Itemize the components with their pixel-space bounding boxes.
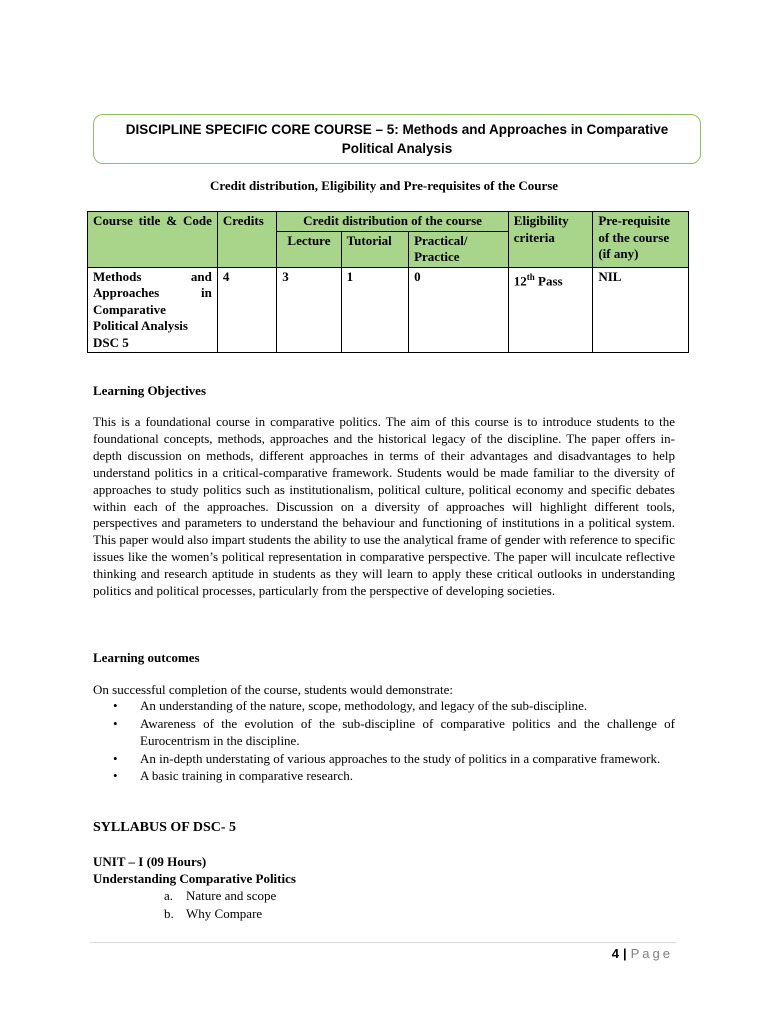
header-lecture: Lecture — [277, 231, 341, 267]
topic-letter: b. — [164, 905, 174, 921]
course-title-l3: Comparative — [93, 301, 166, 317]
topic-letter: a. — [164, 888, 174, 903]
header-credit-distribution: Credit distribution of the course — [277, 212, 509, 232]
header-prerequisite: Pre-requisite of the course (if any) — [593, 212, 689, 268]
table-header-row — [88, 212, 689, 232]
header-credits: Credits — [217, 212, 276, 268]
outcome-text: An in-depth understating of various approaches to the study of politics in a comparative framework. — [140, 750, 661, 766]
eligibility-superscript: th — [526, 271, 535, 282]
learning-outcomes-heading: Learning outcomes — [93, 650, 200, 665]
credit-distribution-subtitle: Credit distribution, Eligibility and Pre-requisites of the Course — [209, 178, 559, 193]
credit-distribution-table — [87, 211, 689, 353]
learning-objectives-heading: Learning Objectives — [93, 383, 207, 398]
unit-heading — [93, 853, 296, 887]
bullet-icon: • — [113, 698, 118, 713]
header-eligibility: Eligibility criteria — [508, 212, 593, 268]
cell-course-title — [88, 267, 218, 353]
list-item — [93, 697, 675, 715]
list-item — [93, 767, 675, 785]
course-title-l2: Approaches in — [93, 285, 212, 300]
bullet-icon: • — [113, 768, 118, 783]
learning-outcomes-intro: On successful completion of the course, students would demonstrate: — [93, 682, 453, 697]
learning-outcomes-list — [93, 697, 675, 785]
unit-title: UNIT – I (09 Hours) — [93, 854, 207, 869]
bullet-icon: • — [113, 715, 118, 731]
header-practical: Practical/ Practice — [409, 231, 509, 267]
course-code: DSC 5 — [93, 334, 129, 350]
outcome-text: An understanding of the nature, scope, methodology, and legacy of the sub-discipline. — [140, 698, 588, 713]
eligibility-number: 12 — [513, 272, 527, 288]
course-title-box — [93, 114, 701, 164]
header-course-title: Course title & Code — [88, 212, 218, 268]
header-tutorial: Tutorial — [341, 231, 408, 267]
unit-subtitle: Understanding Comparative Politics — [93, 871, 296, 886]
outcome-text: Awareness of the evolution of the sub-discipline of comparative politics and the challenge of Eurocentrism in the discipline. — [140, 715, 675, 748]
cell-practical: 0 — [409, 267, 509, 353]
list-item — [93, 715, 675, 750]
list-item — [93, 750, 675, 768]
list-item — [164, 887, 276, 905]
course-title-l1: Methods and — [93, 268, 212, 284]
course-title-line2: Political Analysis — [341, 141, 453, 156]
page-footer — [612, 946, 673, 961]
cell-tutorial: 1 — [341, 267, 408, 353]
cell-eligibility — [508, 267, 593, 353]
outcome-text: A basic training in comparative research. — [140, 768, 353, 783]
course-title-line1: DISCIPLINE SPECIFIC CORE COURSE – 5: Methods and Approaches in Comparative — [125, 122, 669, 137]
cell-prerequisite: NIL — [593, 267, 689, 353]
course-title-l4: Political Analysis — [93, 318, 188, 333]
page-number: 4 — [611, 946, 619, 961]
bullet-icon: • — [113, 750, 118, 766]
learning-objectives-paragraph: This is a foundational course in comparative politics. The aim of this course is to introduce students to the foundational concepts, methods, approaches and the historical legacy of the discipline. The paper offers in-depth discussion on methods, different approaches in terms of their advantages and disadvantages to help understand politics in a critical-comparative framework. Students would be made familiar to the diversity of approaches to study politics such as institutionalism, political culture, political economy and specific debates within each of the approaches. Discussion on a diversity of approaches will highlight different tools, perspectives and parameters to understand the behaviour and functioning of institutions in a political system. This paper would also impart students the ability to use the analytical frame of gender with reference to specific issues like the women’s political representation in comparative perspective. The paper will inculcate reflective thinking and research aptitude in students as they will learn to apply these critical outlooks in understanding politics and political processes, particularly from the perspective of developing societies. — [93, 414, 675, 599]
footer-divider — [90, 942, 676, 943]
unit-topic-list — [164, 887, 276, 922]
eligibility-text: Pass — [534, 272, 563, 288]
cell-lecture: 3 — [277, 267, 341, 353]
page-label: Page — [630, 946, 673, 961]
cell-credits: 4 — [217, 267, 276, 353]
list-item — [164, 905, 276, 923]
footer-separator: | — [622, 946, 627, 961]
table-row — [88, 267, 689, 353]
topic-text: Nature and scope — [186, 888, 277, 903]
syllabus-heading: SYLLABUS OF DSC- 5 — [93, 820, 237, 835]
topic-text: Why Compare — [186, 905, 263, 921]
